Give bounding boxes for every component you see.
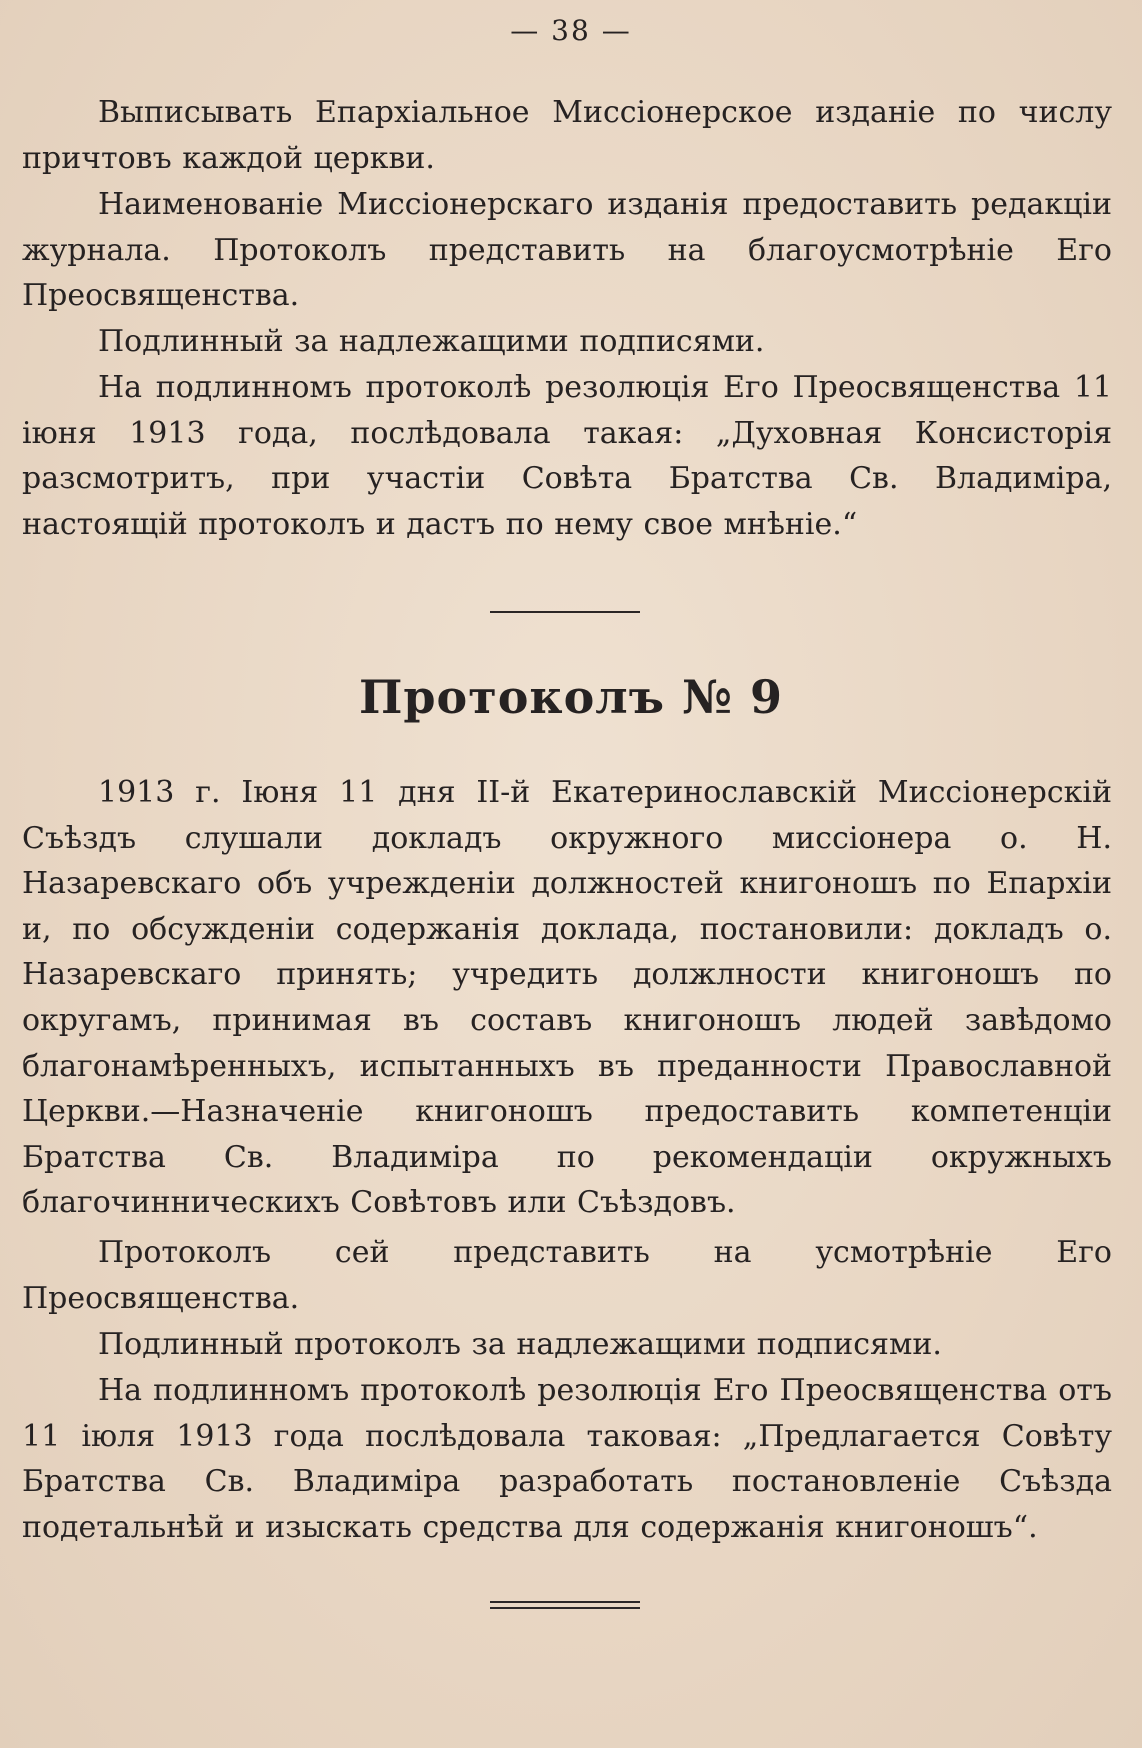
section-divider (490, 611, 640, 613)
protocol-heading: Протоколъ № 9 (358, 670, 784, 724)
paragraph-protocol-body: 1913 г. Іюня 11 дня II-й Екатеринославскій Миссіонерскій Съѣздъ слушали докладъ окружного миссіонера о. Н. Назаревскаго объ учрежденіи должностей книгоношъ по Епархіи и, по обсужденіи содержанія доклада, постановили: докладъ о. Назаревскаго принять; учредить должлности книгоношъ по округамъ, принимая въ составъ книгоношъ людей завѣдомо благонамѣренныхъ, испытанныхъ въ преданности Православной Церкви.—Назначеніе книгоношъ предоставить компетенціи Братства Св. Владиміра по рекомендаціи окружныхъ благочинническихъ Совѣтовъ или Съѣздовъ. (22, 775, 1112, 1221)
paragraph-subscribe: Выписывать Епархіальное Миссіонерское изданіе по числу причтовъ каждой церкви. (22, 95, 1112, 176)
page-number: — 38 — (510, 14, 632, 47)
end-divider (490, 1601, 640, 1609)
paragraph-protocol-signed: Подлинный протоколъ за надлежащими подписями. (98, 1327, 942, 1362)
paragraph-signed: Подлинный за надлежащими подписями. (98, 324, 765, 359)
paragraph-protocol-submit: Протоколъ сей представить на усмотрѣніе Его Преосвященства. (22, 1235, 1112, 1316)
paragraph-protocol-resolution: На подлинномъ протоколѣ резолюція Его Преосвященства отъ 11 іюля 1913 года послѣдовала таковая: „Предлагается Совѣту Братства Св. Владиміра разработать постановленіе Съѣзда подетальнѣй и изыскать средства для содержанія книгоношъ“. (22, 1373, 1112, 1545)
paragraph-naming: Наименованіе Миссіонерскаго изданія предоставить редакціи журнала. Протоколъ представить на благоусмотрѣніе Его Преосвященства. (22, 187, 1112, 314)
paragraph-resolution: На подлинномъ протоколѣ резолюція Его Преосвященства 11 іюня 1913 года, послѣдовала такая: „Духовная Консисторія разсмотритъ, при участіи Совѣта Братства Св. Владиміра, настоящій протоколъ и дастъ по нему свое мнѣніе.“ (22, 370, 1112, 542)
